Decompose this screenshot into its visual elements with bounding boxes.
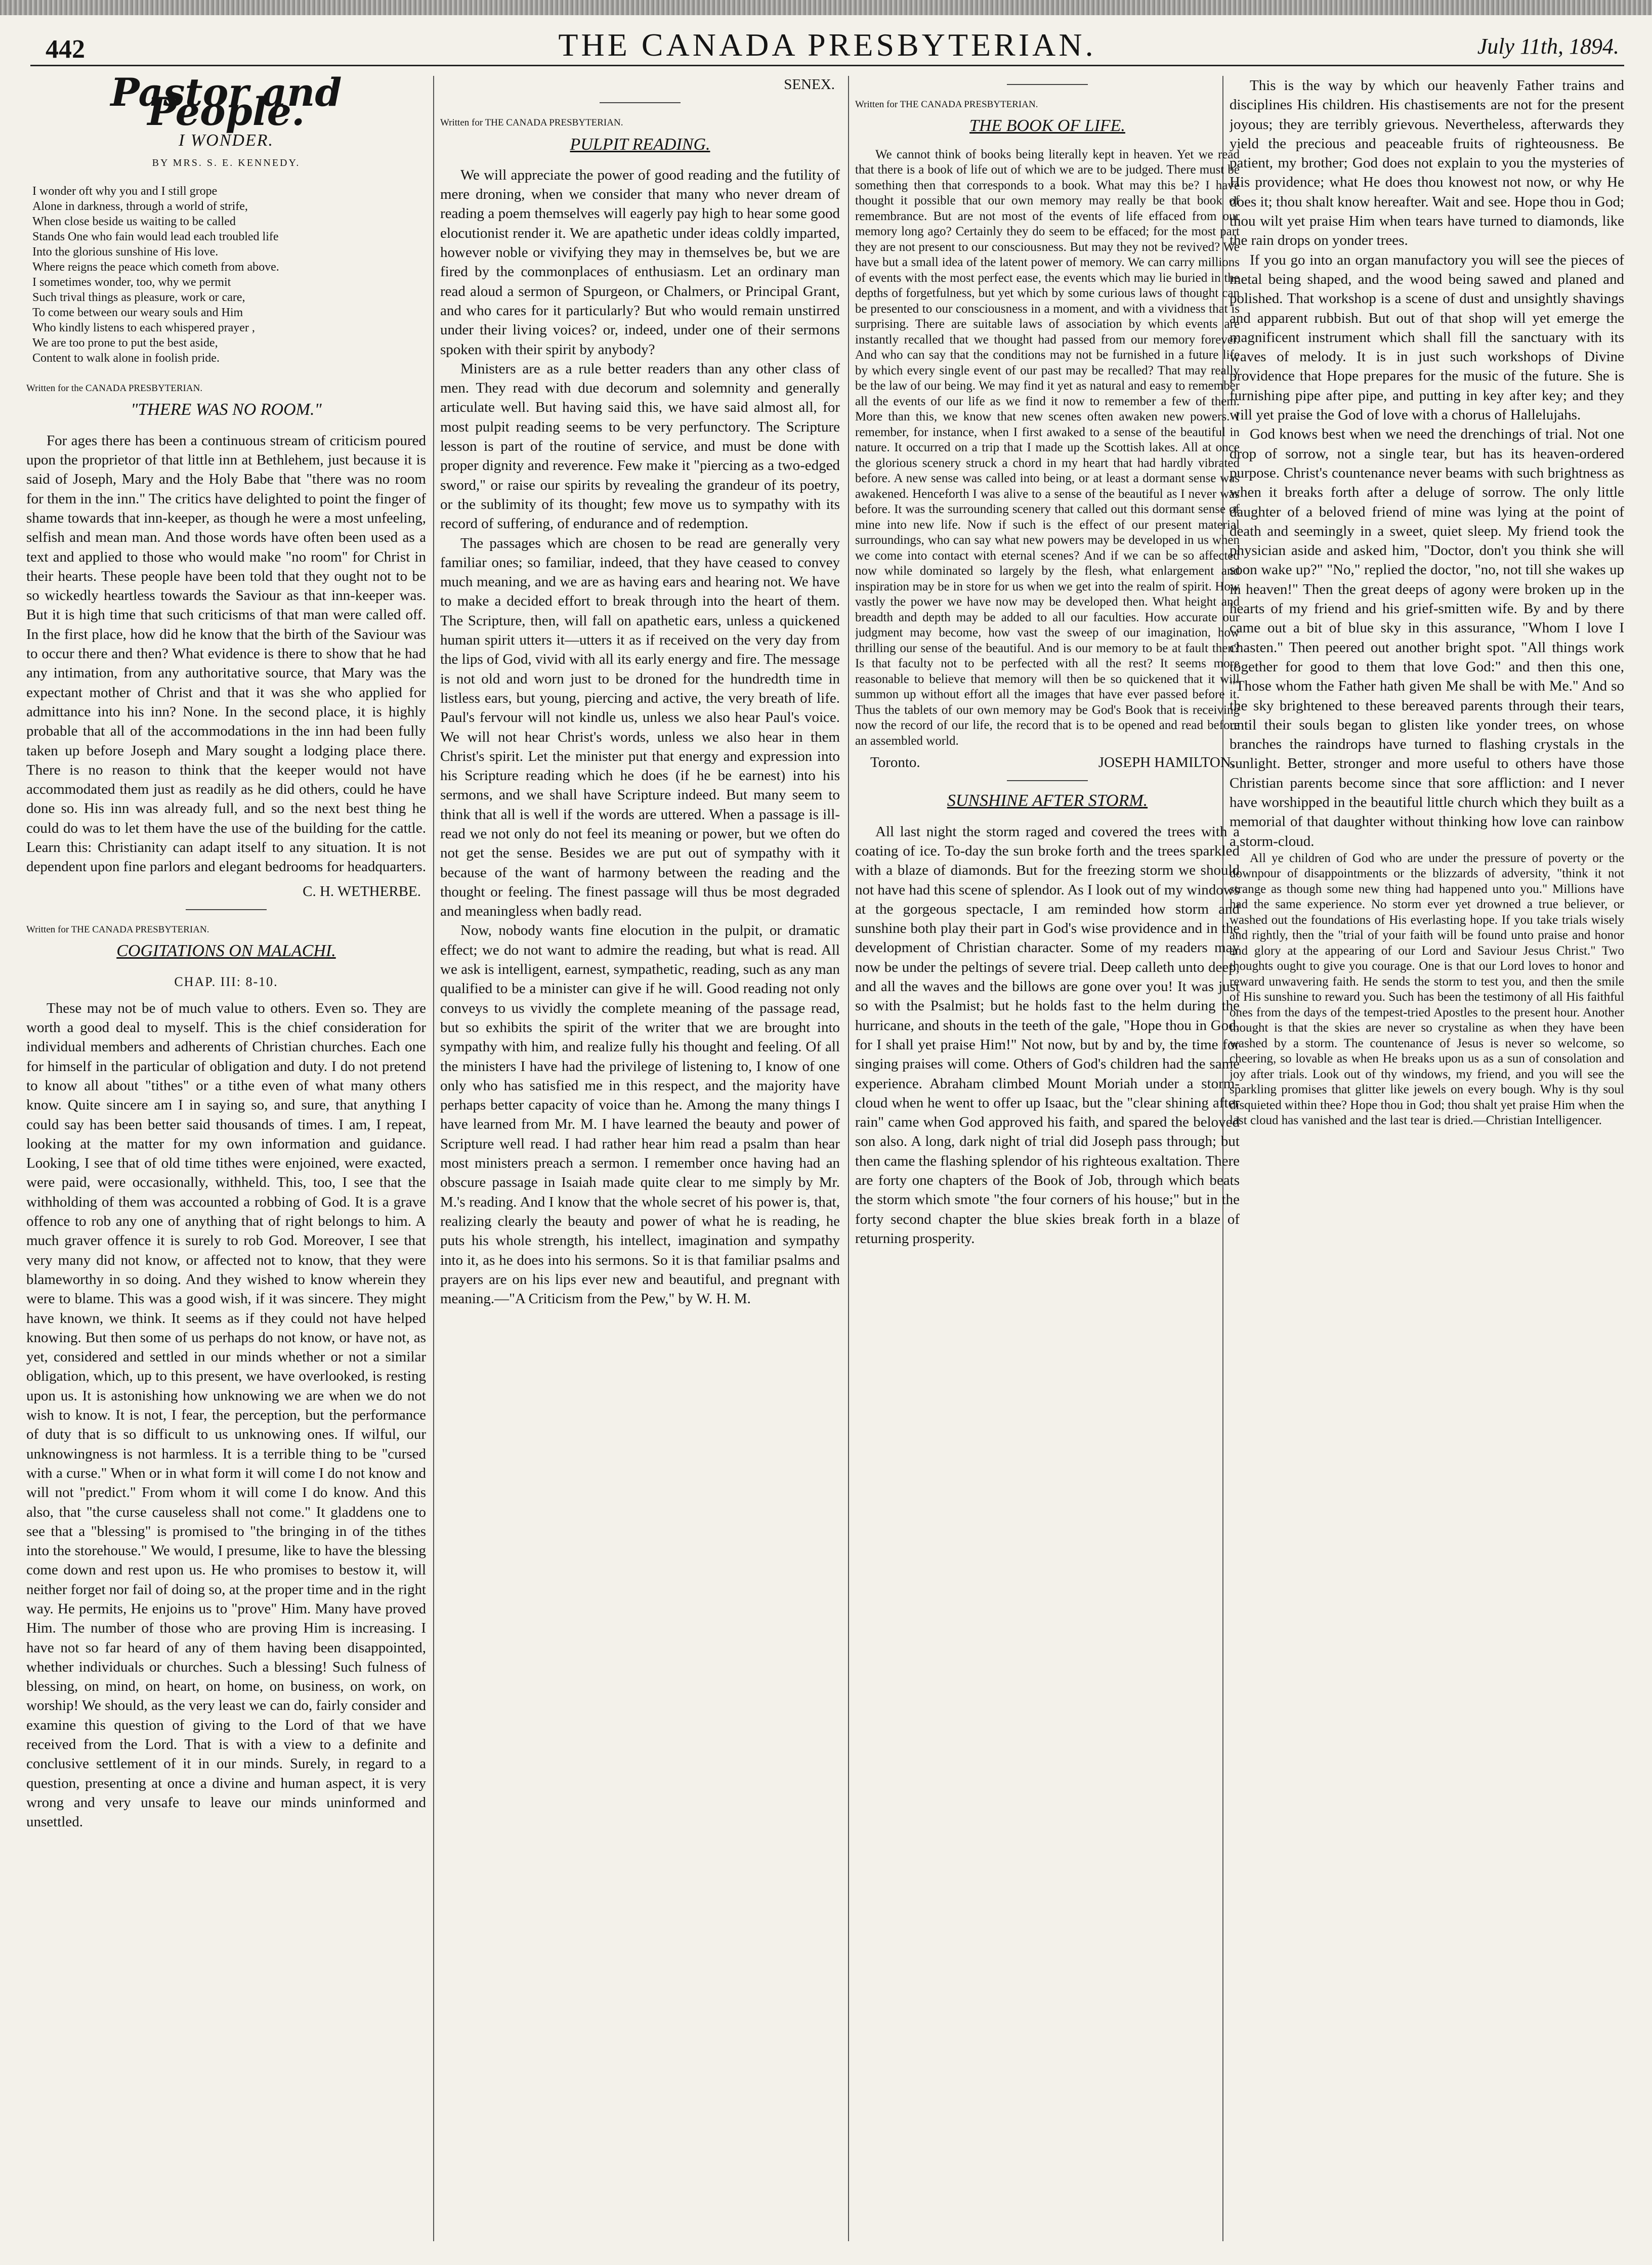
newspaper-title: THE CANADA PRESBYTERIAN. [558, 27, 1096, 63]
article-title: THE BOOK OF LIFE. [969, 116, 1125, 136]
poem-line: I sometimes wonder, too, why we permit [32, 276, 231, 289]
divider [1007, 780, 1088, 781]
article-paragraph: All ye children of God who are under the pressure of poverty or the downpour of disappointments or the blizzards of adversity, "think it not strange as though some new thing had happened unto you." Millions have had the same experience. No storm ever yet drowned a true believer, or washed out the foundations of His everlasting hope. If you take trials wisely and rightly, then the "trial of your faith will be found unto praise and honor and glory at the appearing of our Lord and Saviour Jesus Christ." Two thoughts ought to give you courage. One is that our Lord loves to honor and reward unwavering faith. He sends the storm to test you, and then the smile of His sunshine to reward you. Such has been the testimony of all His faithful ones from the days of the tempest-tried Apostles to the present hour. Another thought is that the skies are never so crystaline as when they have been washed by a storm. The countenance of Jesus is never so welcome, so cheering, so lovable as when He breaks upon us as a sun of consolation and joy after trials. Look out of thy windows, my friend, and you will see the sparkling promises that glitter like jewels on every bough. Why is thy soul disquieted within thee? Hope thou in God; thou shalt yet praise Him when the last cloud has vanished and the last tear is dried.—Christian Intelligencer. [1230, 851, 1624, 1128]
article-paragraph: The passages which are chosen to be read are generally very familiar ones; so familiar, indeed, that they have ceased to convey much meaning, and we are as having ears and hearing not. We have to make a decided effort to break through into the heart of them. The Scripture, then, will fall on apathetic ears, unless a quickened human spirit utters it—utters it as if received on the very day from the lips of God, vivid with all its early energy and fire. The message is not old and worn just to be droned for the hundredth time in listless ears, but young, piercing and active, the very breath of life. Paul's fervour will not kindle us, unless we also hear Paul's voice. We will not hear Christ's words, unless we also hear in them Christ's spirit. Let the minister put that energy and expression into his Scripture reading which he does (if he be earnest) into his sermons, and we shall have Scripture indeed. But many seem to think that all is well if the words are uttered. When a passage is ill-read we not only do not feel its meaning or power, but we often do not get the sense. Besides we are put out of sympathy with it because of the want of harmony between the reading and the thought or feeling. The finest passage will thus be most degraded and meaningless when badly read. [440, 535, 840, 920]
poem-byline: BY MRS. S. E. KENNEDY. [152, 157, 301, 168]
chapter-reference: CHAP. III: 8-10. [174, 974, 278, 989]
article-signature: C. H. WETHERBE. [303, 883, 421, 900]
article-signature-line [870, 753, 1235, 772]
divider [1007, 84, 1088, 85]
column-rule [433, 76, 434, 2241]
poem-line: Who kindly listens to each whispered prayer , [32, 321, 255, 335]
article-paragraph: All last night the storm raged and covered the trees with a coating of ice. To-day the sun broke forth and the trees sparkled with a blaze of diamonds. But for the freezing storm we should not have had this scene of splendor. As I look out of my windows at the gorgeous spectacle, I am reminded how storm and sunshine both play their part in God's wise providence and in the development of Christian character. Some of my readers may now be under the peltings of severe trial. Deep calleth unto deep, and all the waves and the billows are gone over you! It was just so with the Psalmist; but he holds fast to the helm during the hurricane, and shouts in the teeth of the gale, "Hope thou in God, for I shall yet praise Him!" Not now, but by and by, the time for singing praises will come. Others of God's children had the same experience. Abraham climbed Mount Moriah under a storm-cloud when he went to offer up Isaac, but the "clear shining after rain" came when God approved his faith, and spared the beloved son also. A long, dark night of trial did Joseph pass through; but then came the flashing splendor of his righteous exaltation. There are forty one chapters of the Book of Job, through which beats the storm which smote "the four corners of his house;" but in the forty second chapter the blue skies break forth in a blaze of returning prosperity. [855, 823, 1240, 1247]
poem-line: We are too prone to put the best aside, [32, 336, 218, 350]
issue-date: July 11th, 1894. [1477, 34, 1619, 59]
written-for-note: Written for THE CANADA PRESBYTERIAN. [26, 924, 209, 935]
article-paragraph: For ages there has been a continuous stream of criticism poured upon the proprietor of that little inn at Bethlehem, just because it is said of Joseph, Mary and the Holy Babe that "there was no room for them in the inn." The critics have delighted to point the finger of shame towards that inn-keeper, as though he were a most unfeeling, selfish and mean man. And those words have often been used as a text and applied to those who would make "no room" for Christ in their hearts. These people have been told that they ought not to be so wickedly heartless towards the Saviour as that inn-keeper was. But it is high time that such criticisms of that man were called off. In the first place, how did he know that the birth of the Saviour was to occur there and then? What evidence is there to show that he had any intimation, from any authoritative source, that Mary was the expectant mother of Christ and that it was she who applied for admittance into his inn? None. In the second place, it is highly probable that all of the accommodations in the inn had been fully taken up before Joseph and Mary sought a lodging place there. There is no reason to think that the keeper would not have accommodated them just as readily as he did others, could he have done so. His inn was already full, and so the next best thing he could do was to let them have the use of the building for the cattle. Learn this: Christianity can adapt itself to any situation. It is not dependent upon fine parlors and elegant bedrooms for headquarters. [26, 432, 426, 875]
divider [600, 102, 681, 103]
column-3 [855, 76, 1240, 2241]
poem-line: Where reigns the peace which cometh from above. [32, 261, 279, 274]
page-number: 442 [46, 35, 85, 64]
poem-line: I wonder oft why you and I still grope [32, 185, 218, 198]
article-paragraph: We will appreciate the power of good reading and the futility of mere droning, when we consider that many who never dream of reading a poem themselves will eagerly pay high to hear some good elocutionist render it. We are apathetic under ideas coldly imparted, however noble or vivifying they may in themselves be, but we are fired by the commonplaces of enthusiasm. Let an ordinary man read aloud a sermon of Spurgeon, or Chalmers, or Principal Grant, and who cares for it particularly? But who would remain unstirred under their living voices? or, indeed, under one of their sermons spoken with their spirit by anybody? [440, 166, 840, 358]
article-paragraph: Now, nobody wants fine elocution in the pulpit, or dramatic effect; we do not want to admire the reading, but what is read. All we ask is intelligent, earnest, sympathetic, reading, such as any man qualified to be a minister can give if he will. Good reading not only conveys to us vividly the complete meaning of the passage read, but so exhibits the spirit of the writer that we are brought into sympathy with him, and realize fully his thought and feeling. Of all the ministers I have had the privilege of listening to, I know of one only who has satisfied me in this respect, and the majority have perhaps better capacity of voice than he. Among the many things I have learned from Mr. M. I have learned the beauty and power of Scripture well read. I had rather hear him read a psalm than hear most ministers preach a sermon. I remember once having had an obscure passage in Isaiah made quite clear to me simply by Mr. M.'s reading. And I know that the whole secret of his power is, that, realizing clearly the beauty and power of what he is reading, he puts his whole strength, his intellect, imagination and sympathy into it, as he does into his sermons. So it is that familiar psalms and prayers are on his lips ever new and beautiful, and pregnant with meaning.—"A Criticism from the Pew," by W. H. M. [440, 922, 840, 1307]
article-paragraph: God knows best when we need the drenchings of trial. Not one drop of sorrow, not a single tear, but has its heaven-ordered purpose. Christ's countenance never beams with such brightness as when it breaks forth after a deluge of sorrow. The only little daughter of a beloved friend of mine was lying at the point of death and seemingly in a sweet, quiet sleep. My friend took the physician aside and asked him, "Doctor, don't you think she will soon wake up?" "No," replied the doctor, "no, not till she wakes up in heaven!" Then the great deeps of agony were broken up in the hearts of my friend and his grief-smitten wife. By and by there came out a bit of blue sky in this assurance, "Whom I love I chasten." Then peered out another bright spot. "All things work together for good to them that love God:" and then this one, "Those whom the Father hath given Me shall be with Me." And so the sky brightened to these bereaved parents through their tears, until their souls began to glisten like yonder trees, on whose branches the raindrops have turned to flashing crystals in the sunlight. Better, stronger and more useful to others have those Christian parents become since that sore affliction: and I never have worshipped in the beautiful little church which they built as a memorial of that daughter without thinking how love can rainbow a storm-cloud. [1230, 426, 1624, 849]
poem-title: I WONDER. [179, 131, 274, 150]
article-title: COGITATIONS ON MALACHI. [116, 942, 336, 961]
poem-line: Content to walk alone in foolish pride. [32, 352, 220, 365]
page-header [30, 24, 1624, 66]
section-title: Pastor and People. [110, 76, 342, 135]
column-4 [1230, 76, 1624, 2241]
article-paragraph: If you go into an organ manufactory you will see the pieces of metal being shaped, and the wood being sawed and planed and polished. That workshop is a scene of dust and unsightly shavings and apparent rubbish. But out of that shop will yet emerge the magnificent instrument which shall fill the sanctuary with its waves of melody. It is in just such workshops of Divine providence that Hope prepares for the music of the future. She is furnishing pipe after pipe, and putting in key after key; and they will yet praise the God of love with a chorus of Hallelujahs. [1230, 251, 1624, 423]
poem-line: Alone in darkness, through a world of strife, [32, 200, 248, 213]
column-1 [26, 76, 426, 2241]
article-signature: JOSEPH HAMILTON. [1098, 754, 1235, 771]
article-title: "THERE WAS NO ROOM." [131, 400, 322, 419]
article-paragraph: We cannot think of books being literally kept in heaven. Yet we read that there is a book of life out of which we are to be judged. There must be something then that corresponds to a book. What may this be? I have thought it possible that our own memory may really be that book of remembrance. But are not most of the events of life effaced from our memory long ago? Certainly they do seem to be effaced; for the most part they are not present to our consciousness. But may they not be revived? We have but a small idea of the latent power of memory. We can carry millions of events with the most perfect ease, the events which may lie buried in the depths of forgetfulness, but yet which by some curious laws of thought can be presented to our consciousness in a moment, and with a vividness that is surprising. There are suitable laws of association by which events are instantly recalled that we thought had passed from our memory forever. And who can say that the conditions may not be furnished in a future life by which every single event of our past may be recalled? That may really be the law of our being. We may find it yet as natural and easy to remember all the events of our life as we find it now to remember a few of them. More than this, we know that new scenes often awaken new powers. I remember, for instance, when I first awaked to a sense of the beautiful in nature. It occurred on a trip that I made up the Scottish lakes. All at once the glorious scenery struck a chord in my heart that had hardly vibrated before. A new sense was called into being, or at least a dormant sense was awakened. Henceforth I was alive to a sense of the beautiful as I never was before. It was the surrounding scenery that called out this dormant sense of mine into new life. Now if such is the effect of our present material surroundings, who can say what new powers may be developed in us when we come into contact with eternal scenes? And if we can be so affected now while dominated so largely by the flesh, what enlargement and inspiration may be in store for us when we get into the realm of spirit. How vastly the power we have now may be developed then. What height and breadth and depth may be added to all our faculties. How accurate our judgment may become, how vast the sweep of our imagination, how thrilling our sense of the beautiful. And is our memory to be at fault then? Is that faculty not to be perfected with all the rest? It seems more reasonable to believe that memory will then be so quickened that it will summon up without effort all the images that have ever passed before it. Thus the tablets of our own memory may be God's Book that is receiving now the record of our life, the record that is to be opened and read before an assembled world. [855, 147, 1240, 748]
poem-line: Such trival things as pleasure, work or care, [32, 291, 245, 305]
poem-body [32, 184, 426, 366]
poem-line: Stands One who fain would lead each troubled life [32, 230, 279, 244]
written-for-note: Written for the CANADA PRESBYTERIAN. [26, 383, 203, 394]
written-for-note: Written for THE CANADA PRESBYTERIAN. [440, 117, 623, 129]
column-2 [440, 76, 840, 2241]
article-title: SUNSHINE AFTER STORM. [947, 791, 1148, 810]
column-rule [848, 76, 849, 2241]
article-signature: SENEX. [784, 76, 835, 93]
poem-line: Into the glorious sunshine of His love. [32, 245, 219, 259]
article-place: Toronto. [870, 754, 920, 771]
poem-line: To come between our weary souls and Him [32, 306, 243, 320]
poem-line: When close beside us waiting to be called [32, 215, 236, 229]
article-title: PULPIT READING. [570, 135, 710, 154]
article-paragraph: This is the way by which our heavenly Father trains and disciplines His children. His chastisements are not for the present joyous; they are terribly grievous. Nevertheless, afterwards they yield the precious and peaceable fruits of righteousness. Be patient, my brother; God does not explain to you the mysteries of His providence; what He does thou knowest not now, or why He does it; thou shalt know hereafter. Wait and see. Hope thou in God; thou wilt yet praise Him when tears have turned to diamonds, like the rain drops on yonder trees. [1230, 77, 1624, 249]
divider [186, 909, 267, 910]
article-paragraph: Ministers are as a rule better readers than any other class of men. They read with due decorum and solemnity and generally articulate well. But having said this, we have said almost all, for most pulpit reading seems to be very perfunctory. The Scripture lesson is part of the routine of service, and must be done with proper dignity and reverence. Few make it "piercing as a two-edged sword," or raise our spirits by revealing the grandeur of its poetry, or the sublimity of its thought; few move us to sympathy with its record of suffering, of endurance and of redemption. [440, 360, 840, 532]
article-paragraph: These may not be of much value to others. Even so. They are worth a good deal to myself. This is the chief consideration for individual members and adherents of Christian churches. Each one for himself in the particular of obligation and duty. I do not pretend to know all about "tithes" or a tithe even of what many others know. Quite sincere am I in saying so, and sure, that anything I could say has been better said thousands of times. I am, I repeat, looking at the matter for my own information and guidance. Looking, I see that of old time tithes were enjoined, were exacted, were paid, were occasionally, withheld. This, too, I see that the withholding of them was accounted a robbing of God. It is a grave offence to rob any one of anything that of right belongs to him. A much graver offence it is surely to rob God. Moreover, I see that very many did not know, or affected not to know, that they were blameworthy in so doing. And they wished to know wherein they were to blame. This was a good wish, if it was sincere. They might have known, we think. It seems as if they could not have helped knowing. But then some of us perhaps do not know, or have not, as yet, considered and settled in our minds whether or not a similar obligation, which, up to this present, we have overlooked, is resting upon us. It is astonishing how unknowing we are when we do not wish to know. It is not, I fear, the perception, but the performance of duty that is so difficult to us unknowing ones. If wilful, our unknowingness is not harmless. It is a terrible thing to be "cursed with a curse." When or in what form it will come I do not know and will not "predict." From whom it will come I do know. And this also, that "the curse causeless shall not come." It gladdens one to see that a "blessing" is promised to "the bringing in of the tithes into the storehouse." We would, I presume, like to have the blessing come down and rest upon us. He who promises to bestow it, will neither forget nor fail of doing so, at the proper time and in the right way. He permits, He enjoins us to "prove" Him. Many have proved Him. The number of those who are proving Him is increasing. I have not so far heard of any of them having been disappointed, whether individuals or churches. Such a blessing! Such fulness of blessing, on mind, on heart, on home, on business, on work, on worship! We should, as the very least we can do, fairly consider and examine this question of giving to the Lord of that we have received from the Lord. That is with a view to a definite and conclusive settlement of it in our minds. Surely, in regard to a question, presenting at once a divine and human aspect, it is very wrong and very unsafe to leave our minds uninformed and unsettled. [26, 1000, 426, 1830]
written-for-note: Written for THE CANADA PRESBYTERIAN. [855, 99, 1038, 110]
scan-edge-band [0, 0, 1652, 15]
